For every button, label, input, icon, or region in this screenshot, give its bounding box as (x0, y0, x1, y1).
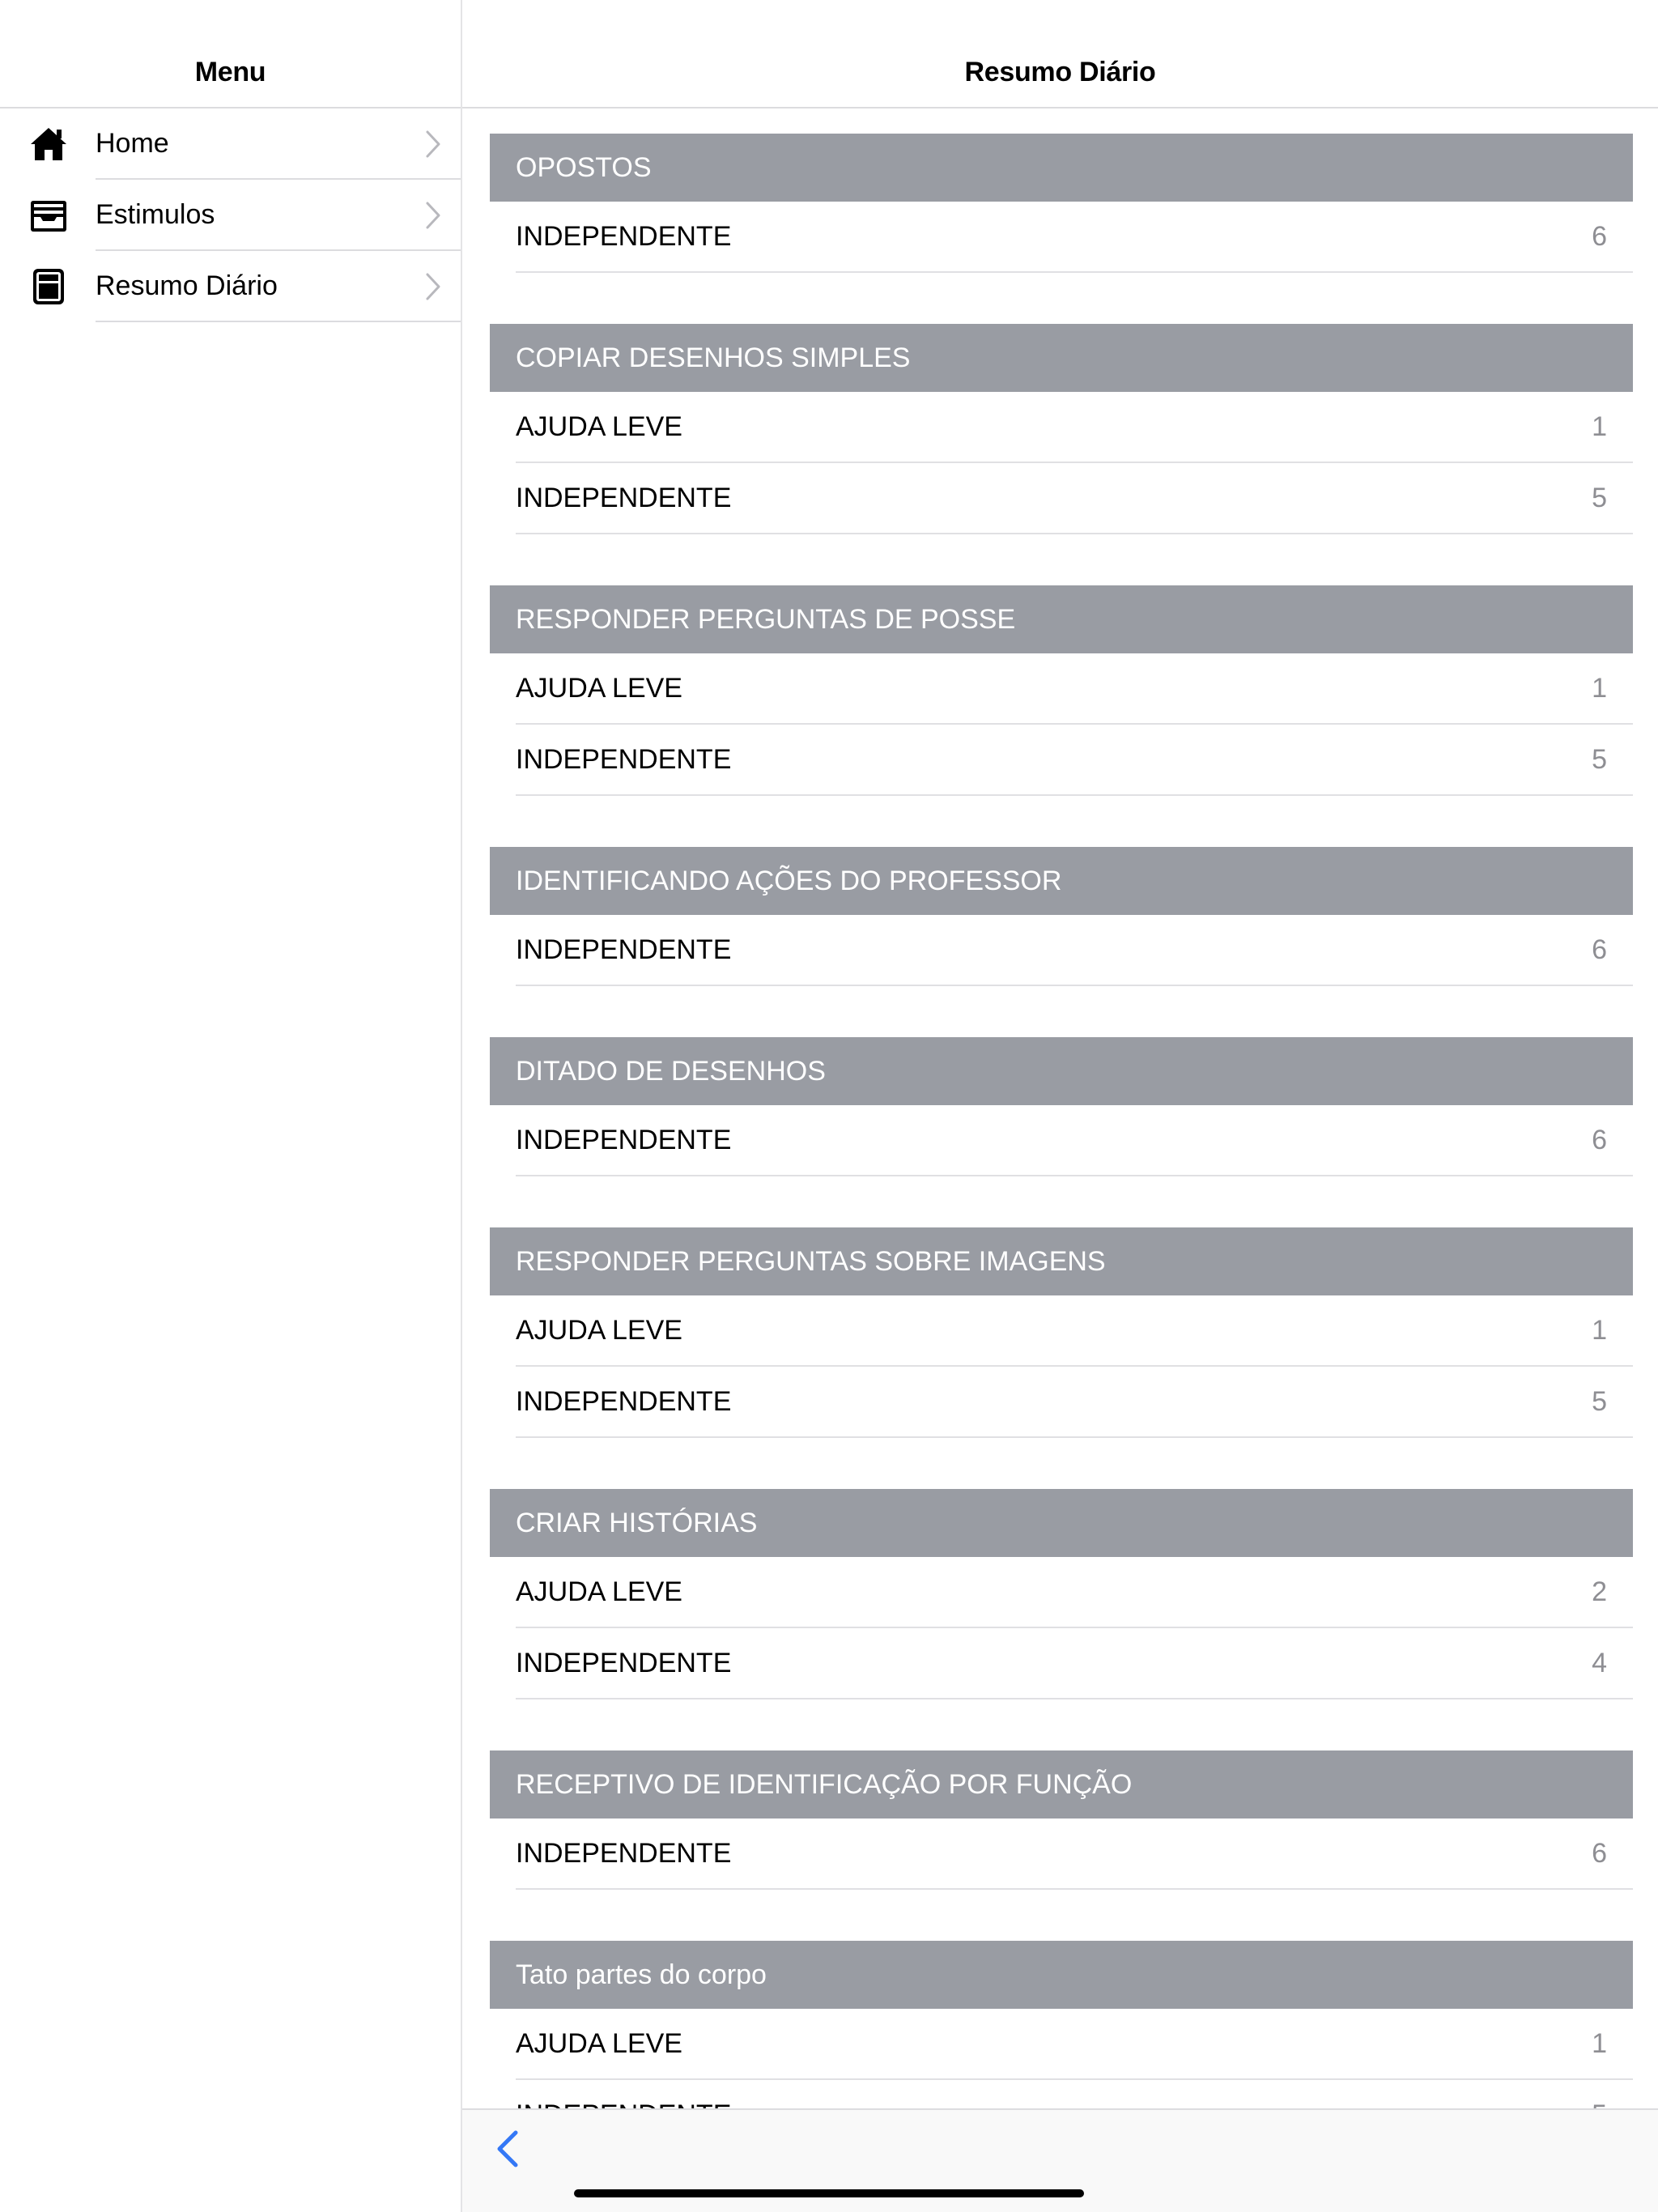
sidebar-item-estimulos[interactable] (0, 180, 461, 251)
count-value: 5 (1592, 483, 1607, 513)
count-value: 1 (1592, 1315, 1607, 1346)
summary-section (462, 585, 1658, 796)
help-level-label: INDEPENDENTE (516, 1125, 732, 1155)
list-item (516, 2009, 1633, 2080)
section-header: COPIAR DESENHOS SIMPLES (490, 324, 1633, 392)
home-indicator (574, 2189, 1084, 2197)
count-value: 6 (1592, 221, 1607, 252)
help-level-label: AJUDA LEVE (516, 673, 682, 704)
help-level-label: AJUDA LEVE (516, 1576, 682, 1607)
list-item (516, 1819, 1633, 1890)
list-item (516, 915, 1633, 986)
main-header (462, 0, 1658, 108)
count-value: 5 (1592, 1386, 1607, 1417)
calculator-icon (29, 267, 68, 306)
section-header: RECEPTIVO DE IDENTIFICAÇÃO POR FUNÇÃO (490, 1750, 1633, 1819)
count-value: 6 (1592, 934, 1607, 965)
help-level-label: AJUDA LEVE (516, 1315, 682, 1346)
summary-section (462, 1037, 1658, 1176)
count-value: 4 (1592, 1648, 1607, 1678)
summary-section (462, 847, 1658, 986)
chevron-right-icon (425, 272, 441, 301)
chevron-right-icon (425, 130, 441, 159)
sidebar-item-home[interactable] (0, 108, 461, 180)
help-level-label: INDEPENDENTE (516, 483, 732, 513)
list-item (516, 202, 1633, 273)
count-value: 6 (1592, 1125, 1607, 1155)
count-value: 1 (1592, 673, 1607, 704)
list-item (516, 653, 1633, 725)
section-header: RESPONDER PERGUNTAS DE POSSE (490, 585, 1633, 653)
section-header: RESPONDER PERGUNTAS SOBRE IMAGENS (490, 1227, 1633, 1295)
section-header: DITADO DE DESENHOS (490, 1037, 1633, 1105)
section-header: OPOSTOS (490, 134, 1633, 202)
list-item (516, 463, 1633, 534)
summary-section (462, 1750, 1658, 1890)
list-item (516, 1295, 1633, 1367)
list-item (516, 1628, 1633, 1699)
count-value: 5 (1592, 744, 1607, 775)
separator (96, 321, 461, 322)
list-item (516, 1105, 1633, 1176)
help-level-label: INDEPENDENTE (516, 1386, 732, 1417)
sidebar-item-resumo-diario[interactable] (0, 251, 461, 322)
summary-list-scroll[interactable] (462, 108, 1658, 2108)
help-level-label: INDEPENDENTE (516, 221, 732, 252)
main-panel (462, 0, 1658, 2212)
sidebar-title: Menu (194, 57, 266, 87)
home-icon (29, 125, 68, 164)
count-value: 1 (1592, 411, 1607, 442)
inbox-icon (29, 196, 68, 235)
section-header: CRIAR HISTÓRIAS (490, 1489, 1633, 1557)
section-header: IDENTIFICANDO AÇÕES DO PROFESSOR (490, 847, 1633, 915)
page-title: Resumo Diário (964, 57, 1156, 87)
count-value: 1 (1592, 2028, 1607, 2059)
sidebar-item-label: Estimulos (96, 199, 215, 230)
sidebar-header (0, 0, 461, 108)
help-level-label: AJUDA LEVE (516, 411, 682, 442)
sidebar-item-label: Resumo Diário (96, 270, 278, 301)
help-level-label: INDEPENDENTE (516, 744, 732, 775)
count-value: 2 (1592, 1576, 1607, 1607)
summary-section (462, 1227, 1658, 1438)
section-header: Tato partes do corpo (490, 1941, 1633, 2009)
chevron-left-icon[interactable] (490, 2126, 525, 2172)
list-item (516, 725, 1633, 796)
list-item (516, 392, 1633, 463)
bottom-toolbar (462, 2108, 1658, 2212)
help-level-label: AJUDA LEVE (516, 2028, 682, 2059)
help-level-label: INDEPENDENTE (516, 1838, 732, 1869)
count-value: 6 (1592, 1838, 1607, 1869)
sidebar-item-label: Home (96, 128, 169, 159)
summary-section (462, 1489, 1658, 1699)
chevron-right-icon (425, 201, 441, 230)
sidebar (0, 0, 462, 2212)
help-level-label: INDEPENDENTE (516, 934, 732, 965)
help-level-label: INDEPENDENTE (516, 1648, 732, 1678)
summary-list (462, 108, 1658, 2151)
summary-section (462, 324, 1658, 534)
summary-section (462, 134, 1658, 273)
list-item (516, 1367, 1633, 1438)
list-item (516, 1557, 1633, 1628)
